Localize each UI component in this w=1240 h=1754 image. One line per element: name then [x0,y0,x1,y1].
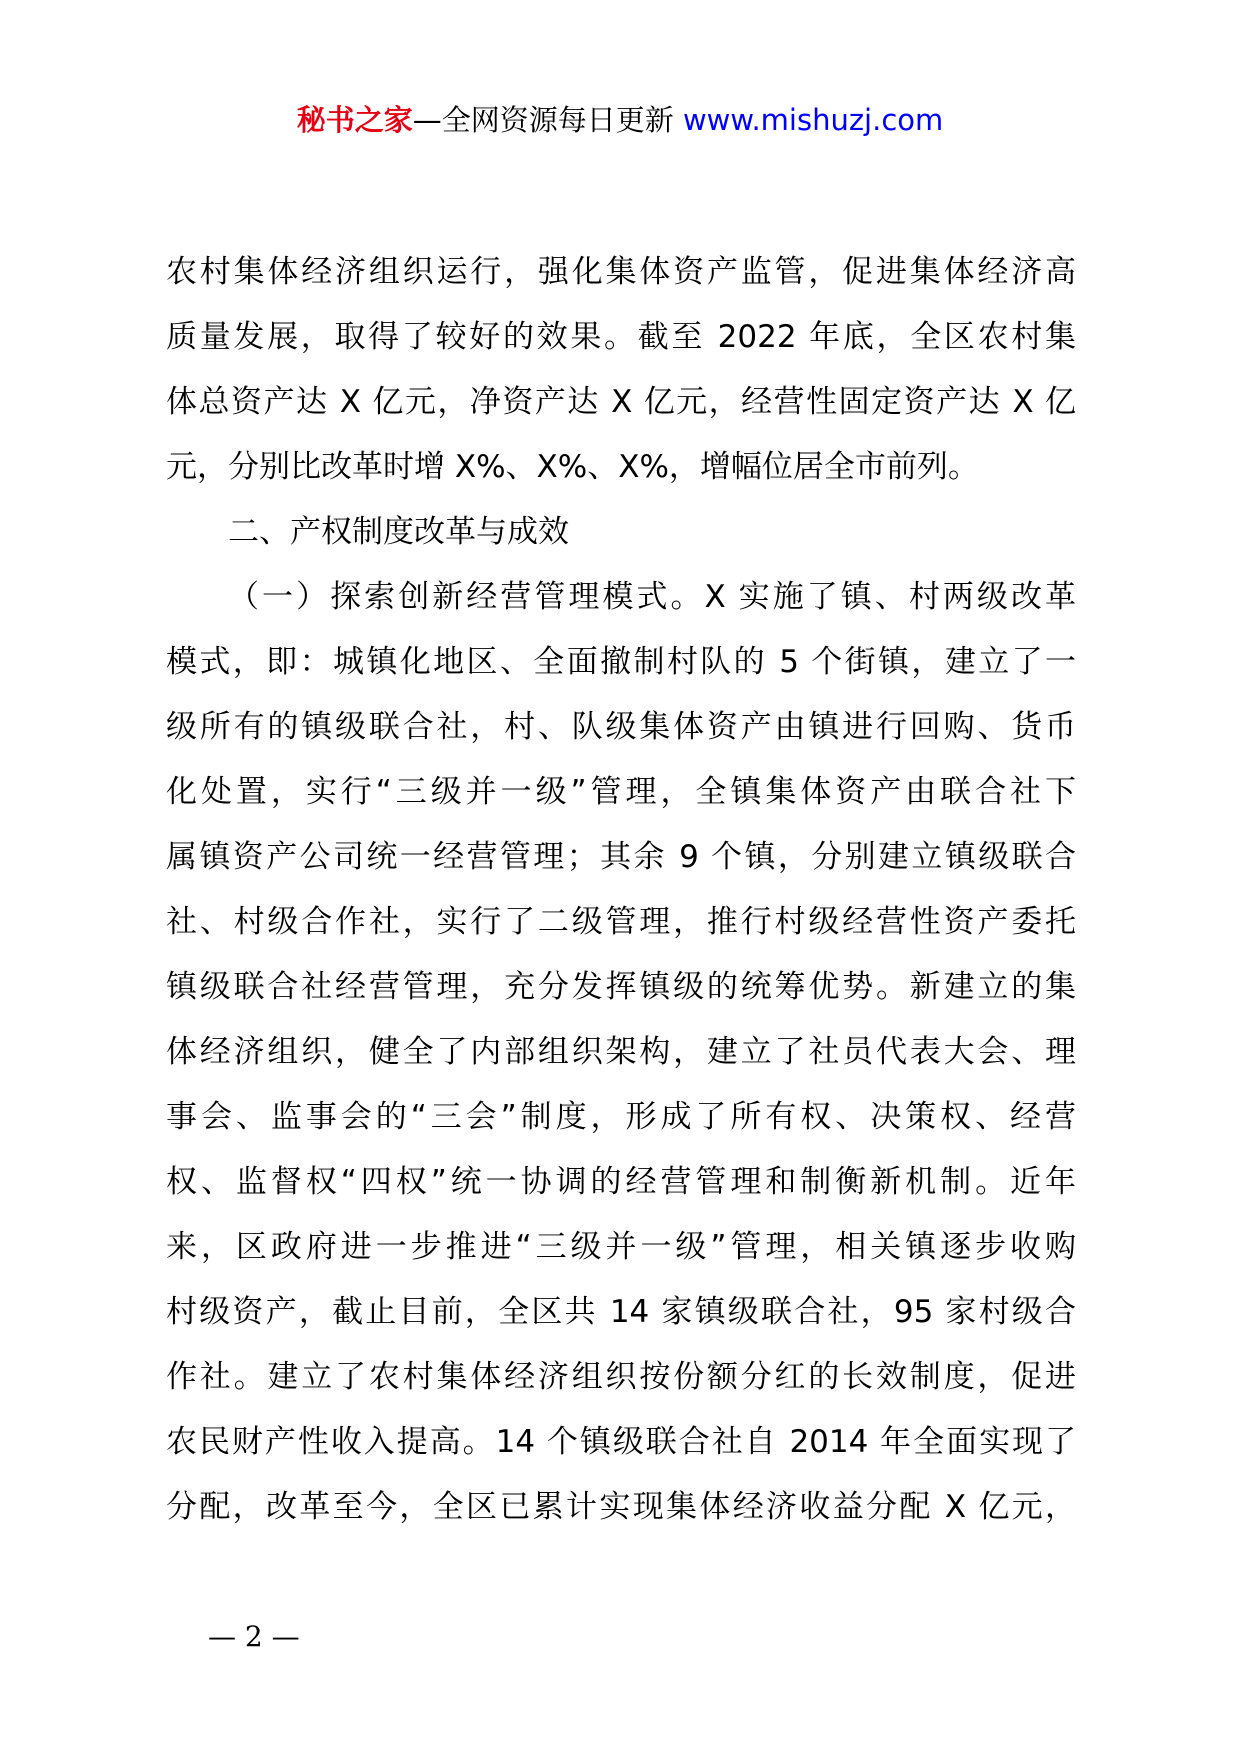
text-line: 事会、监事会的“三会”制度，形成了所有权、决策权、经营 [166,1099,1076,1135]
text-line: 体经济组织，健全了内部组织架构，建立了社员代表大会、理 [166,1034,1076,1070]
text-line: 元，分别比改革时增 X%、X%、X%，增幅位居全市前列。 [166,449,979,485]
text-line: 作社。建立了农村集体经济组织按份额分红的长效制度，促进 [166,1359,1076,1395]
section-heading: 二、产权制度改革与成效 [228,514,569,550]
site-brand: 秘书之家 [296,103,413,137]
text-line: 化处置，实行“三级并一级”管理，全镇集体资产由联合社下 [166,774,1076,810]
site-tagline: —全网资源每日更新 [412,103,683,137]
site-url-link[interactable]: www.mishuzj.com [682,103,944,137]
text-line: 模式，即：城镇化地区、全面撤制村队的 5 个街镇，建立了一 [166,644,1076,680]
text-line: 权、监督权“四权”统一协调的经营管理和制衡新机制。近年 [166,1164,1076,1200]
text-line: 分配，改革至今，全区已累计实现集体经济收益分配 X 亿元， [166,1489,1076,1525]
text-line: 体总资产达 X 亿元，净资产达 X 亿元，经营性固定资产达 X 亿 [166,384,1076,420]
page-number: — 2 — [208,1620,300,1653]
text-line: 农民财产性收入提高。14 个镇级联合社自 2014 年全面实现了 [166,1424,1076,1460]
document-body [166,240,1076,1540]
text-line: （一）探索创新经营管理模式。X 实施了镇、村两级改革 [228,579,1076,615]
text-line: 农村集体经济组织运行，强化集体资产监管，促进集体经济高 [166,254,1076,290]
text-line: 属镇资产公司统一经营管理；其余 9 个镇，分别建立镇级联合 [166,839,1076,875]
text-line: 镇级联合社经营管理，充分发挥镇级的统筹优势。新建立的集 [166,969,1076,1005]
text-line: 来，区政府进一步推进“三级并一级”管理，相关镇逐步收购 [166,1229,1076,1265]
text-line: 村级资产，截止目前，全区共 14 家镇级联合社，95 家村级合 [166,1294,1076,1330]
site-header [0,98,1240,142]
text-line: 级所有的镇级联合社，村、队级集体资产由镇进行回购、货币 [166,709,1076,745]
text-line: 社、村级合作社，实行了二级管理，推行村级经营性资产委托 [166,904,1076,940]
text-line: 质量发展，取得了较好的效果。截至 2022 年底，全区农村集 [166,319,1076,355]
